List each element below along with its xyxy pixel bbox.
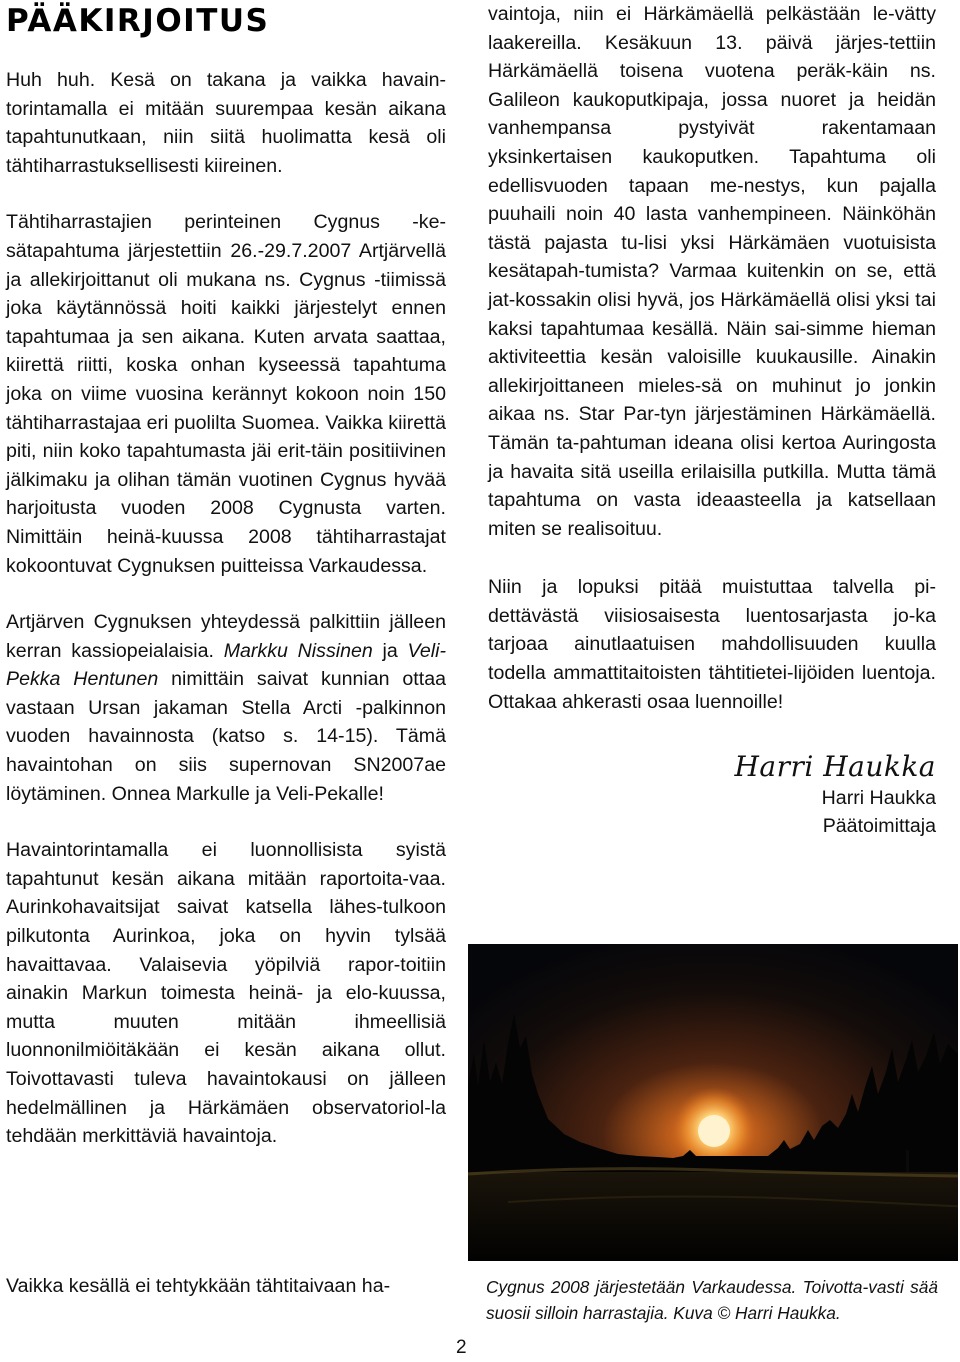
right-column	[488, 0, 936, 840]
sunset-photo	[468, 944, 958, 1261]
paragraph-cygnus-event: Tähtiharrastajien perinteinen Cygnus -ke-sätapahtuma järjestettiin 26.-29.7.2007 Artjärvellä ja allekirjoittanut oli mukana ns. Cygnus -tiimissä joka käytännössä hoiti kaikki järjestelyt ennen tapahtumaa ja sen aikana. Kuten arvata saattaa, kiirettä riitti, koska onhan kyseessä tapahtuma joka on viime vuosina kerännyt kokoon noin 150 tähtiharrastajaa eri puolilta Suomea. Vaikka kiirettä piti, niin koko tapahtumasta jäi erit-täin positiivinen jälkimaku ja olihan tämän vuotinen Cygnus hyvää harjoitusta vuoden 2008 Cygnusta varten. Nimittäin heinä-kuussa 2008 tähtiharrastajat kokoontuvat Cygnuksen puitteissa Varkaudessa.	[6, 211, 446, 577]
award-name-1: Markku Nissinen	[223, 639, 373, 662]
sunset-photo-icon	[468, 944, 958, 1261]
paragraph-continuation: Vaikka kesällä ei tehtykkään tähtitaivaan ha-	[6, 1275, 391, 1297]
paragraph-award	[6, 608, 446, 808]
award-text-a: Artjärven Cygnuksen yhteydessä palkittiin jälleen kerran kassiopeialaisia.	[6, 611, 446, 662]
sun	[698, 1115, 730, 1147]
field	[468, 1172, 958, 1261]
signature-name: Harri Haukka	[821, 787, 936, 810]
signature-script: Harri Haukka	[734, 750, 936, 784]
signature-role: Päätoimittaja	[822, 815, 936, 838]
page-number: 2	[456, 1337, 467, 1358]
paragraph-lecture-series: Niin ja lopuksi pitää muistuttaa talvella pi-dettävästä viisiosaisesta luentosarjasta jo-ka tarjoaa ainutlaatuisen mahdollisuuden kuulla todella ammattitaitoisten tähtitietei-lijöiden luentoja. Ottakaa ahkerasti osaa luennoille!	[488, 576, 936, 713]
page-title: PÄÄKIRJOITUS	[6, 3, 270, 39]
paragraph-telescope-workshop: vaintoja, niin ei Härkämäellä pelkästään le-vätty laakereilla. Kesäkuun 13. päivä järjes-tettiin Härkämäellä toisena vuotena peräk-käin ns. Galileon kaukoputkipaja, jossa nuoret ja heidän vanhempansa pystyivät rakentamaan yksinkertaisen kaukoputken. Tapahtuma oli edellisvuoden tapaan me-nestys, kun pajalla puuhaili noin 40 lasta vanhempineen. Näinköhän tästä pajasta tu-lisi yksi Härkämäen vuotuisista kesätapah-tumista? Varmaa kuitenkin on se, että jat-kossakin olisi hyvä, jos Härkämäellä olisi yksi tai kaksi tapahtumaa kesällä. Näin sai-simme hieman aktiviteettia kesän valoisille kuukausille. Ainakin allekirjoittaneen mieles-sä on muhinut jo jonkin aikaa ns. Star Par-tyn järjestäminen Härkämäellä. Tämän ta-pahtuman ideana olisi kertoa Auringosta ja havaita sitä useilla erilaisilla putkilla. Mutta tämä tapahtuma on vasta ideaasteella ja katsellaan miten se realisoituu.	[488, 3, 936, 540]
paragraph-intro: Huh huh. Kesä on takana ja vaikka havain-torintamalla ei mitään suurempaa kesän aikana tapahtunutkaan, niin siitä huolimatta kesä oli tähtiharrastuksellisesti kiireinen.	[6, 69, 446, 177]
award-text-b: ja	[372, 639, 408, 662]
award-text-c: nimittäin saivat kunnian ottaa vastaan Ursan jakaman Stella Arcti -palkinnon vuoden havainnosta (katso s. 14-15). Tämä havaintohan on siis supernovan SN2007ae löytäminen. Onnea Markulle ja Veli-Pekalle!	[6, 668, 446, 805]
pole	[906, 1150, 909, 1172]
photo-caption: Cygnus 2008 järjestetään Varkaudessa. Toivotta-vasti sää suosii silloin harrastajia. Kuva © Harri Haukka.	[486, 1277, 938, 1323]
paragraph-observations: Havaintorintamalla ei luonnollisista syistä tapahtunut kesän aikana mitään raportoita-vaa. Aurinkohavaitsijat saivat katsella lähes-tulkoon pilkutonta Aurinkoa, joka on hyvin tylsää havaittavaa. Valaisevia yöpilviä rapor-toitiin ainakin Markun toimesta heinä- ja elo-kuussa, mutta muuten mitään ihmeellisiä luonnonilmiöitäkään ei kesän aikana ollut. Toivottavasti tuleva havaintokausi on jälleen hedelmällinen ja Härkämäen observatoriol-la tehdään merkittäviä havaintoja.	[6, 839, 446, 1148]
left-column	[6, 0, 446, 1151]
award-name-2: Veli-Pekka Hentunen	[6, 639, 446, 691]
